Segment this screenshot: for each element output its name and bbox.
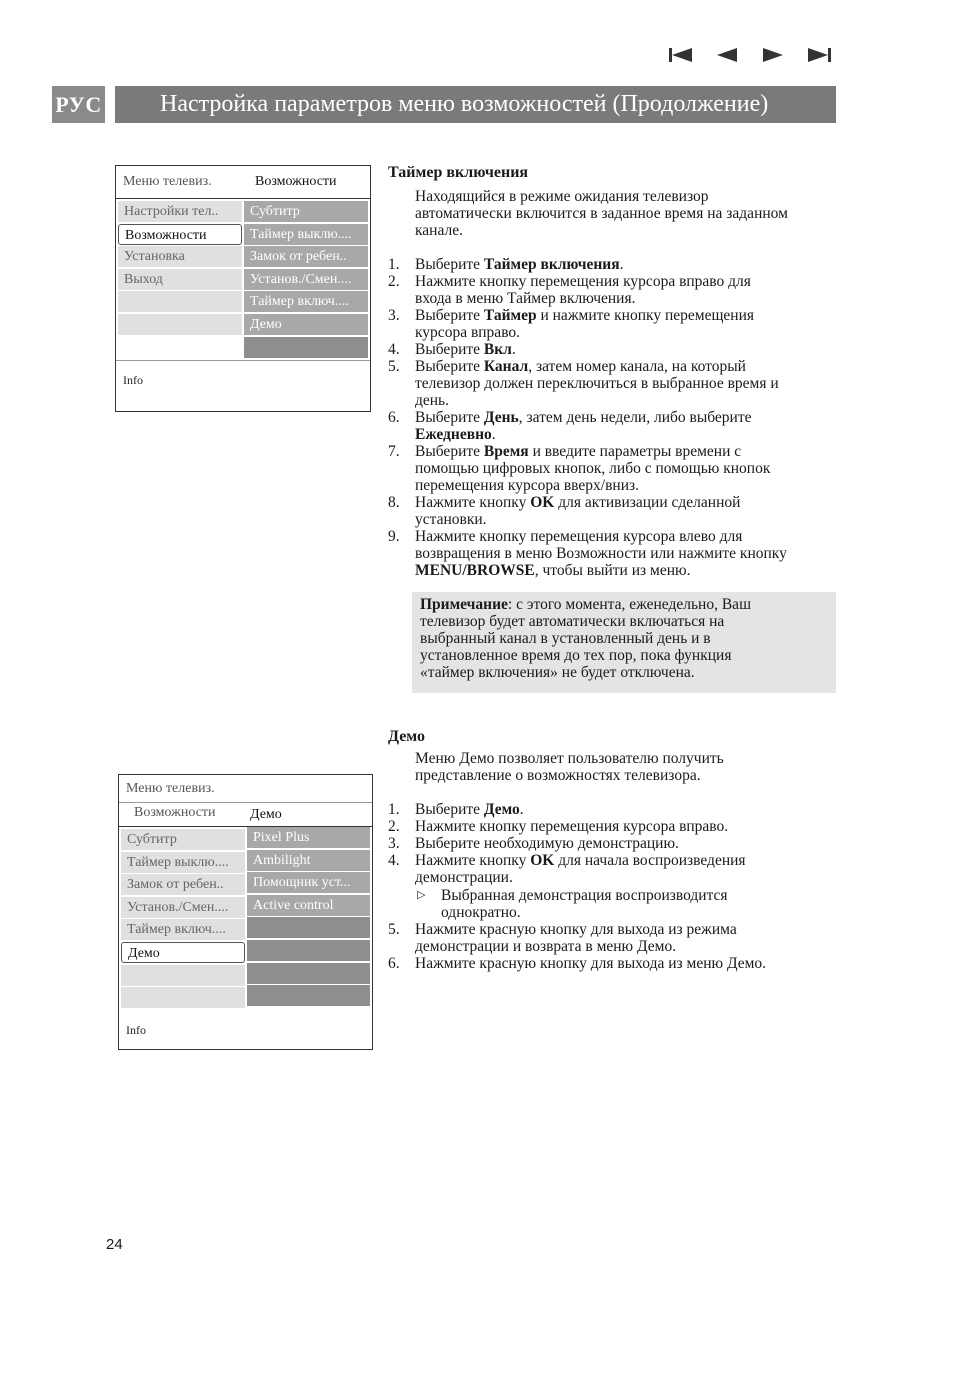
menu1-right-item-1[interactable]: Таймер выклю.... — [244, 224, 368, 245]
step-item: 8. Нажмите кнопку OK для активизации сделанной установки. — [388, 494, 741, 528]
skip-forward-icon[interactable] — [806, 44, 832, 66]
next-icon[interactable] — [760, 44, 786, 66]
menu-header — [116, 166, 370, 199]
step-item: 3. Выберите необходимую демонстрацию. — [388, 835, 679, 852]
menu2-left-item-3[interactable]: Установ./Смен.... — [121, 897, 245, 918]
step-item: 2. Нажмите кнопку перемещения курсора вправо. — [388, 818, 729, 835]
step-item: 4. Нажмите кнопку OK для начала воспроизведения демонстрации. ▷ Выбранная демонстрация воспроизводится однократно. — [388, 852, 746, 921]
menu2-left-item-1[interactable]: Таймер выклю.... — [121, 852, 245, 873]
step-item: 6. Нажмите красную кнопку для выхода из меню Демо. — [388, 955, 767, 972]
steps-list-demo — [388, 801, 838, 972]
menu2-right-item-2[interactable]: Помощник уст... — [247, 872, 370, 893]
menu2-right-item-0[interactable]: Pixel Plus — [247, 827, 370, 848]
info-label: Info — [123, 373, 143, 387]
menu2-right-item-5[interactable] — [247, 940, 370, 961]
note-box: Примечание: с этого момента, еженедельно, Ваш телевизор будет автоматически включаться на выбранный канал в установленный день и в установленное время до тех пор, пока функция «таймер включения» не будет отключена. — [412, 592, 836, 693]
section-intro-timer: Находящийся в режиме ожидания телевизор автоматически включится в заданное время на заданном канале. — [415, 188, 788, 239]
menu1-left-item-1[interactable]: Возможности — [118, 224, 242, 245]
menu2-left-item-0[interactable]: Субтитр — [121, 829, 245, 850]
menu1-right-item-0[interactable]: Субтитр — [244, 201, 368, 222]
section-intro-demo: Меню Демо позволяет пользователю получить представление о возможностях телевизора. — [415, 750, 724, 784]
menu2-right-item-3[interactable]: Active control — [247, 895, 370, 916]
menu2-left-item-7[interactable] — [121, 987, 245, 1008]
menu-header-right: Демо — [250, 807, 282, 822]
menu2-left-item-6[interactable] — [121, 965, 245, 986]
step-item: 4. Выберите Вкл. — [388, 341, 516, 358]
menu2-right-item-4[interactable] — [247, 917, 370, 938]
menu1-left-item-4[interactable] — [118, 291, 242, 312]
menu-header-left: Меню телевиз. — [123, 174, 212, 189]
menu2-left-item-4[interactable]: Таймер включ.... — [121, 919, 245, 940]
menu2-left-item-2[interactable]: Замок от ребен.. — [121, 874, 245, 895]
bullet-triangle-icon: ▷ — [417, 889, 426, 901]
menu1-right-item-4[interactable]: Таймер включ.... — [244, 291, 368, 312]
menu2-left-item-5[interactable]: Демо — [121, 942, 245, 963]
menu2-right-item-7[interactable] — [247, 985, 370, 1006]
menu1-left-item-5[interactable] — [118, 314, 242, 335]
language-badge: РУС — [52, 86, 105, 123]
step-item: 5. Выберите Канал, затем номер канала, на который телевизор должен переключиться в выбранное время и день. — [388, 358, 779, 409]
menu-header-left: Возможности — [134, 805, 216, 820]
step-item: 7. Выберите Время и введите параметры времени с помощью цифровых кнопок, либо с помощью кнопок перемещения курсора вверх/вниз. — [388, 443, 771, 494]
menu2-right-item-1[interactable]: Ambilight — [247, 850, 370, 871]
menu1-right-item-2[interactable]: Замок от ребен.. — [244, 246, 368, 267]
menu1-right-item-5[interactable]: Демо — [244, 314, 368, 335]
menu2-right-item-6[interactable] — [247, 963, 370, 984]
steps-list-timer — [388, 256, 838, 579]
prev-icon[interactable] — [714, 44, 740, 66]
step-item: 6. Выберите День, затем день недели, либо выберите Ежедневно. — [388, 409, 752, 443]
section-heading-demo: Демо — [388, 728, 425, 745]
menu-header-top: Меню телевиз. — [126, 781, 215, 796]
page-navigation — [668, 44, 832, 66]
menu1-right-item-3[interactable]: Установ./Смен.... — [244, 269, 368, 290]
step-item: 5. Нажмите красную кнопку для выхода из режима демонстрации и возврата в меню Демо. — [388, 921, 737, 955]
section-heading-timer: Таймер включения — [388, 164, 529, 181]
menu-header-right: Возможности — [255, 174, 337, 189]
tv-menu-features — [115, 165, 371, 412]
menu1-left-item-2[interactable]: Установка — [118, 246, 242, 267]
tv-menu-demo — [118, 774, 373, 1050]
page-number: 24 — [106, 1236, 123, 1253]
step-item: 2. Нажмите кнопку перемещения курсора вправо для входа в меню Таймер включения. — [388, 273, 751, 307]
info-label: Info — [126, 1023, 146, 1037]
page-title: Настройка параметров меню возможностей (Продолжение) — [115, 86, 836, 123]
step-item: 9. Нажмите кнопку перемещения курсора влево для возвращения в меню Возможности или нажмите кнопку MENU/BROWSE, чтобы выйти из меню. — [388, 528, 787, 579]
step-item: 3. Выберите Таймер и нажмите кнопку перемещения курсора вправо. — [388, 307, 754, 341]
step-item: 1. Выберите Демо. — [388, 801, 524, 818]
menu1-left-item-3[interactable]: Выход — [118, 269, 242, 290]
menu1-left-item-0[interactable]: Настройки тел.. — [118, 201, 242, 222]
menu1-right-item-6[interactable] — [244, 337, 368, 358]
skip-back-icon[interactable] — [668, 44, 694, 66]
step-item: 1. Выберите Таймер включения. — [388, 256, 624, 273]
